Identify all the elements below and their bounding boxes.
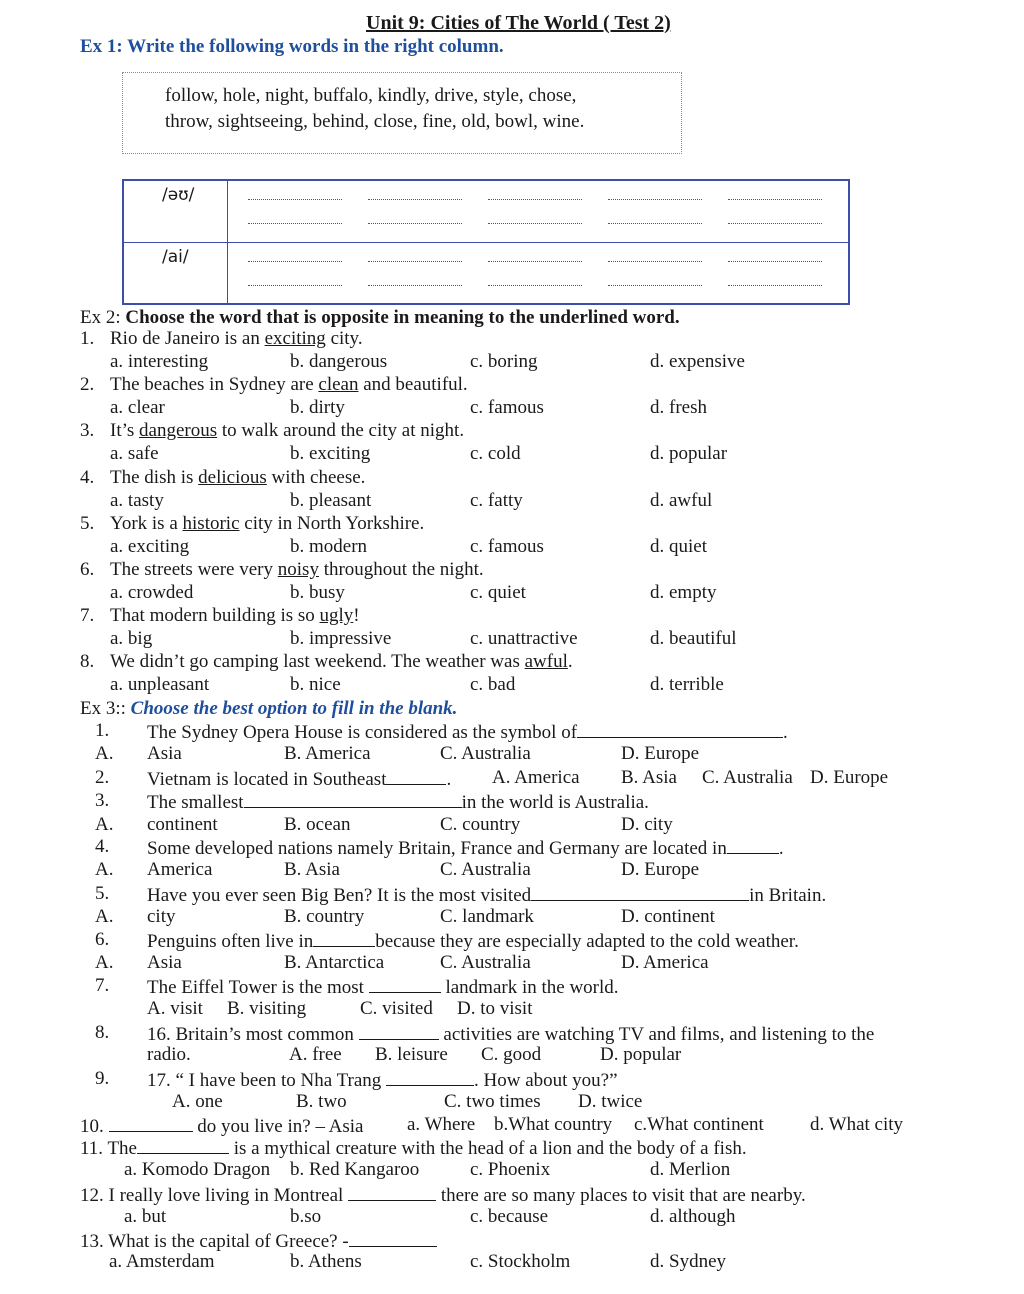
page-title: Unit 9: Cities of The World ( Test 2)	[366, 12, 671, 34]
ex2-q8-option-a[interactable]: a. unpleasant	[110, 674, 210, 695]
q13-option-a[interactable]: a. Amsterdam	[109, 1251, 215, 1272]
q1-option-d[interactable]: D. Europe	[621, 743, 700, 764]
q3-option-b[interactable]: B. ocean	[284, 814, 351, 835]
stem-text: We didn’t go camping last weekend. The weather was	[110, 651, 525, 672]
q2-blank[interactable]	[386, 766, 446, 785]
q1-option-c[interactable]: C. Australia	[440, 743, 531, 764]
ex2-q6-num: 6.	[80, 559, 95, 580]
ex2-q6-option-c[interactable]: c. quiet	[470, 582, 526, 603]
q12-blank[interactable]	[348, 1182, 436, 1201]
ex2-q7-option-b[interactable]: b. impressive	[290, 628, 392, 649]
ex2-q4-num: 4.	[80, 467, 95, 488]
q4-option-c[interactable]: C. Australia	[440, 859, 531, 880]
stem-text-end: !	[353, 605, 360, 626]
ex2-q7-num: 7.	[80, 605, 95, 626]
ex2-q5-option-d[interactable]: d. quiet	[650, 536, 707, 557]
ex2-q3-stem	[110, 419, 464, 442]
ex2-q1-stem	[110, 327, 363, 350]
q4-end: .	[778, 838, 784, 859]
ex2-q8-option-d[interactable]: d. terrible	[650, 674, 724, 695]
q10-option-d[interactable]: d. What city	[810, 1114, 904, 1135]
ex3-q9-num: 9.	[95, 1068, 110, 1089]
q1-end: .	[783, 722, 788, 743]
q9-end: . How about you?”	[474, 1070, 618, 1091]
q4-option-label: A.	[95, 859, 114, 880]
answer-cell-ai[interactable]	[227, 242, 849, 304]
q3-option-a[interactable]: continent	[147, 814, 218, 835]
q6-blank[interactable]	[313, 928, 375, 947]
q8-option-b[interactable]: B. leisure	[375, 1044, 448, 1065]
ex2-q3-num: 3.	[80, 420, 95, 441]
stem-text: It’s	[110, 420, 140, 441]
ex3-q6-text	[147, 928, 799, 953]
q13-option-d[interactable]: d. Sydney	[650, 1251, 726, 1272]
ex3-heading	[80, 697, 457, 720]
ex3-q3-text	[147, 789, 649, 814]
ex3-q1-text	[147, 719, 788, 744]
q2-end: .	[446, 769, 452, 790]
ex3-q2-text	[147, 766, 451, 791]
stem-text-end: .	[567, 651, 573, 672]
symbol-ai: /ai/	[123, 242, 227, 304]
q5-option-a[interactable]: city	[147, 906, 176, 927]
ex3-heading-text: Choose the best option to fill in the blank.	[130, 698, 458, 719]
ex2-q2-option-a[interactable]: a. clear	[110, 397, 165, 418]
q2-stem: Vietnam is located in Southeast	[147, 769, 387, 790]
underlined-word: clean	[318, 374, 359, 395]
q4-blank[interactable]	[727, 835, 779, 854]
q5-stem: Have you ever seen Big Ben? It is the most visited	[147, 885, 532, 906]
ex2-q2-option-b[interactable]: b. dirty	[290, 397, 345, 418]
ex2-q1-option-d[interactable]: d. expensive	[650, 351, 745, 372]
underlined-word: exciting	[264, 328, 326, 349]
ex2-q5-option-a[interactable]: a. exciting	[110, 536, 190, 557]
stem-text-end: throughout the night.	[318, 559, 484, 580]
ex2-q7-option-c[interactable]: c. unattractive	[470, 628, 578, 649]
ex2-q5-stem	[110, 512, 424, 535]
ex3-q1-num: 1.	[95, 720, 110, 741]
ex2-q6-option-a[interactable]: a. crowded	[110, 582, 194, 603]
ex2-q3-option-d[interactable]: d. popular	[650, 443, 728, 464]
ex2-q4-stem	[110, 466, 365, 489]
underlined-word: noisy	[277, 559, 319, 580]
ex3-q4-text	[147, 835, 784, 860]
q7-blank[interactable]	[369, 974, 441, 993]
q9-option-d[interactable]: D. twice	[578, 1091, 643, 1112]
ex1-heading: Ex 1: Write the following words in the right column.	[80, 36, 504, 57]
q6-stem: Penguins often live in	[147, 931, 314, 952]
q2-option-d[interactable]: D. Europe	[810, 767, 889, 788]
q5-option-c[interactable]: C. landmark	[440, 906, 534, 927]
q11-option-a[interactable]: a. Komodo Dragon	[124, 1159, 271, 1180]
ex2-q3-option-b[interactable]: b. exciting	[290, 443, 371, 464]
q3-option-label: A.	[95, 814, 114, 835]
q5-option-label: A.	[95, 906, 114, 927]
ex2-q8-option-b[interactable]: b. nice	[290, 674, 341, 695]
q11-blank[interactable]	[137, 1135, 229, 1154]
stem-text: York is a	[110, 513, 183, 534]
ex2-q8-option-c[interactable]: c. bad	[470, 674, 516, 695]
q12-num: 12. I really love living in Montreal	[80, 1185, 344, 1206]
q9-option-b[interactable]: B. two	[296, 1091, 347, 1112]
ex2-q3-option-c[interactable]: c. cold	[470, 443, 521, 464]
ex3-q2-num: 2.	[95, 767, 110, 788]
q12-option-a[interactable]: a. but	[124, 1206, 167, 1227]
ex3-q5-text	[147, 882, 826, 907]
q7-end: landmark in the world.	[445, 977, 619, 998]
q4-option-b[interactable]: B. Asia	[284, 859, 340, 880]
underlined-word: dangerous	[139, 420, 218, 441]
q7-stem: The Eiffel Tower is the most	[147, 977, 364, 998]
word-box	[122, 72, 682, 154]
q13-option-c[interactable]: c. Stockholm	[470, 1251, 571, 1272]
q1-blank[interactable]	[577, 719, 783, 738]
q5-option-d[interactable]: D. continent	[621, 906, 715, 927]
ex2-q4-option-b[interactable]: b. pleasant	[290, 490, 372, 511]
q8-stem: 16. Britain’s most common	[147, 1024, 354, 1045]
q10-end: do you live in? – Asia	[197, 1116, 364, 1137]
ex3-q11	[80, 1135, 747, 1160]
word-list-line-2: throw, sightseeing, behind, close, fine, old, bowl, wine.	[165, 111, 585, 132]
q11-end: is a mythical creature with the head of a lion and the body of a fish.	[233, 1138, 747, 1159]
q6-option-d[interactable]: D. America	[621, 952, 709, 973]
ex2-heading-text: Choose the word that is opposite in meaning to the underlined word.	[125, 307, 680, 328]
q4-option-a[interactable]: America	[147, 859, 213, 880]
q6-option-label: A.	[95, 952, 114, 973]
q8-continuation: radio.	[147, 1044, 191, 1065]
q9-stem: 17. “ I have been to Nha Trang	[147, 1070, 382, 1091]
stem-text-end: to walk around the city at night.	[217, 420, 465, 441]
ex3-heading-prefix: Ex 3::	[80, 698, 131, 719]
q7-option-a[interactable]: A. visit	[147, 998, 203, 1019]
q12-option-d[interactable]: d. although	[650, 1206, 736, 1227]
q7-option-c[interactable]: C. visited	[360, 998, 433, 1019]
stem-text-end: city.	[325, 328, 363, 349]
q7-option-b[interactable]: B. visiting	[227, 998, 307, 1019]
ex3-q7-text	[147, 974, 619, 999]
stem-text-end: city in North Yorkshire.	[239, 513, 425, 534]
ex2-q1-option-b[interactable]: b. dangerous	[290, 351, 388, 372]
ex2-q4-option-c[interactable]: c. fatty	[470, 490, 523, 511]
q5-end: in Britain.	[749, 885, 827, 906]
ex3-q9-text	[147, 1067, 618, 1092]
q11-option-c[interactable]: c. Phoenix	[470, 1159, 551, 1180]
ex3-q12	[80, 1182, 806, 1207]
q11-num: 11. The	[80, 1138, 137, 1159]
q7-option-d[interactable]: D. to visit	[457, 998, 533, 1019]
q1-option-a[interactable]: Asia	[147, 743, 182, 764]
ex2-q2-option-d[interactable]: d. fresh	[650, 397, 707, 418]
q9-blank[interactable]	[386, 1067, 474, 1086]
stem-text: The streets were very	[110, 559, 278, 580]
q6-option-b[interactable]: B. Antarctica	[284, 952, 385, 973]
q8-blank[interactable]	[359, 1021, 439, 1040]
underlined-word: delicious	[198, 467, 267, 488]
word-list-line-1: follow, hole, night, buffalo, kindly, drive, style, chose,	[165, 85, 577, 106]
stem-text: The beaches in Sydney are	[110, 374, 319, 395]
ex2-q4-option-a[interactable]: a. tasty	[110, 490, 164, 511]
underlined-word: historic	[182, 513, 240, 534]
ex2-q4-option-d[interactable]: d. awful	[650, 490, 713, 511]
ex2-q1-num: 1.	[80, 328, 95, 349]
ex2-heading	[80, 306, 680, 329]
ex2-q5-num: 5.	[80, 513, 95, 534]
q10-option-a[interactable]: a. Where	[407, 1114, 476, 1135]
q3-end: in the world is Australia.	[461, 792, 649, 813]
stem-text: The dish is	[110, 467, 199, 488]
q10-blank[interactable]	[109, 1113, 193, 1132]
ex2-heading-prefix: Ex 2:	[80, 307, 126, 328]
ex2-q7-option-a[interactable]: a. big	[110, 628, 153, 649]
q10-option-b[interactable]: b.What country	[494, 1114, 613, 1135]
ex2-q2-option-c[interactable]: c. famous	[470, 397, 544, 418]
q5-option-b[interactable]: B. country	[284, 906, 365, 927]
ex3-q4-num: 4.	[95, 836, 110, 857]
q1-option-label: A.	[95, 743, 114, 764]
q12-option-c[interactable]: c. because	[470, 1206, 549, 1227]
q8-end: activities are watching TV and films, and listening to the	[443, 1024, 875, 1045]
q10-num: 10.	[80, 1116, 104, 1137]
ex3-q6-num: 6.	[95, 929, 110, 950]
stem-text-end: with cheese.	[266, 467, 366, 488]
ex2-q1-option-c[interactable]: c. boring	[470, 351, 538, 372]
ex3-q5-num: 5.	[95, 883, 110, 904]
ex3-q3-num: 3.	[95, 790, 110, 811]
ex2-q1-option-a[interactable]: a. interesting	[110, 351, 209, 372]
q2-option-b[interactable]: B. Asia	[621, 767, 677, 788]
ex2-q6-option-d[interactable]: d. empty	[650, 582, 717, 603]
ex2-q8-stem	[110, 650, 573, 673]
q3-blank[interactable]	[244, 789, 462, 808]
q4-stem: Some developed nations namely Britain, France and Germany are located in	[147, 838, 727, 859]
ex2-q5-option-c[interactable]: c. famous	[470, 536, 544, 557]
q12-end: there are so many places to visit that are nearby.	[440, 1185, 806, 1206]
q2-option-a[interactable]: A. America	[492, 767, 580, 788]
phonetic-table	[122, 179, 850, 305]
ex2-q8-num: 8.	[80, 651, 95, 672]
q4-option-d[interactable]: D. Europe	[621, 859, 700, 880]
q11-option-b[interactable]: b. Red Kangaroo	[290, 1159, 420, 1180]
q3-option-d[interactable]: D. city	[621, 814, 673, 835]
q3-option-c[interactable]: C. country	[440, 814, 521, 835]
ex2-q3-option-a[interactable]: a. safe	[110, 443, 159, 464]
ex2-q5-option-b[interactable]: b. modern	[290, 536, 368, 557]
ex2-q2-stem	[110, 373, 468, 396]
stem-text-end: and beautiful.	[358, 374, 468, 395]
underlined-word: awful	[524, 651, 568, 672]
stem-text: That modern building is so	[110, 605, 320, 626]
q6-option-c[interactable]: C. Australia	[440, 952, 531, 973]
ex2-q6-option-b[interactable]: b. busy	[290, 582, 345, 603]
q6-option-a[interactable]: Asia	[147, 952, 182, 973]
ex2-q7-option-d[interactable]: d. beautiful	[650, 628, 737, 649]
q9-option-c[interactable]: C. two times	[444, 1091, 541, 1112]
underlined-word: ugly	[319, 605, 354, 626]
q1-stem: The Sydney Opera House is considered as the symbol of	[147, 722, 578, 743]
answer-cell-ou[interactable]	[227, 180, 849, 242]
q13-blank[interactable]	[349, 1228, 437, 1247]
q2-option-c[interactable]: C. Australia	[702, 767, 793, 788]
q5-blank[interactable]	[531, 882, 749, 901]
symbol-ou: /əʊ/	[123, 180, 227, 242]
ex2-q2-num: 2.	[80, 374, 95, 395]
q8-option-d[interactable]: D. popular	[600, 1044, 682, 1065]
ex2-q6-stem	[110, 558, 484, 581]
ex2-q7-stem	[110, 604, 360, 627]
q1-option-b[interactable]: B. America	[284, 743, 371, 764]
ex3-q8-num: 8.	[95, 1022, 110, 1043]
q13-num: 13. What is the capital of Greece? -	[80, 1231, 349, 1252]
q13-option-b[interactable]: b. Athens	[290, 1251, 362, 1272]
q11-option-d[interactable]: d. Merlion	[650, 1159, 731, 1180]
q12-option-b[interactable]: b.so	[290, 1206, 322, 1227]
q8-option-c[interactable]: C. good	[481, 1044, 542, 1065]
q9-option-a[interactable]: A. one	[172, 1091, 223, 1112]
q8-option-a[interactable]: A. free	[289, 1044, 342, 1065]
q3-stem: The smallest	[147, 792, 244, 813]
q6-end: because they are especially adapted to the cold weather.	[375, 931, 799, 952]
q10-option-c[interactable]: c.What continent	[634, 1114, 764, 1135]
stem-text: Rio de Janeiro is an	[110, 328, 265, 349]
ex3-q7-num: 7.	[95, 975, 110, 996]
